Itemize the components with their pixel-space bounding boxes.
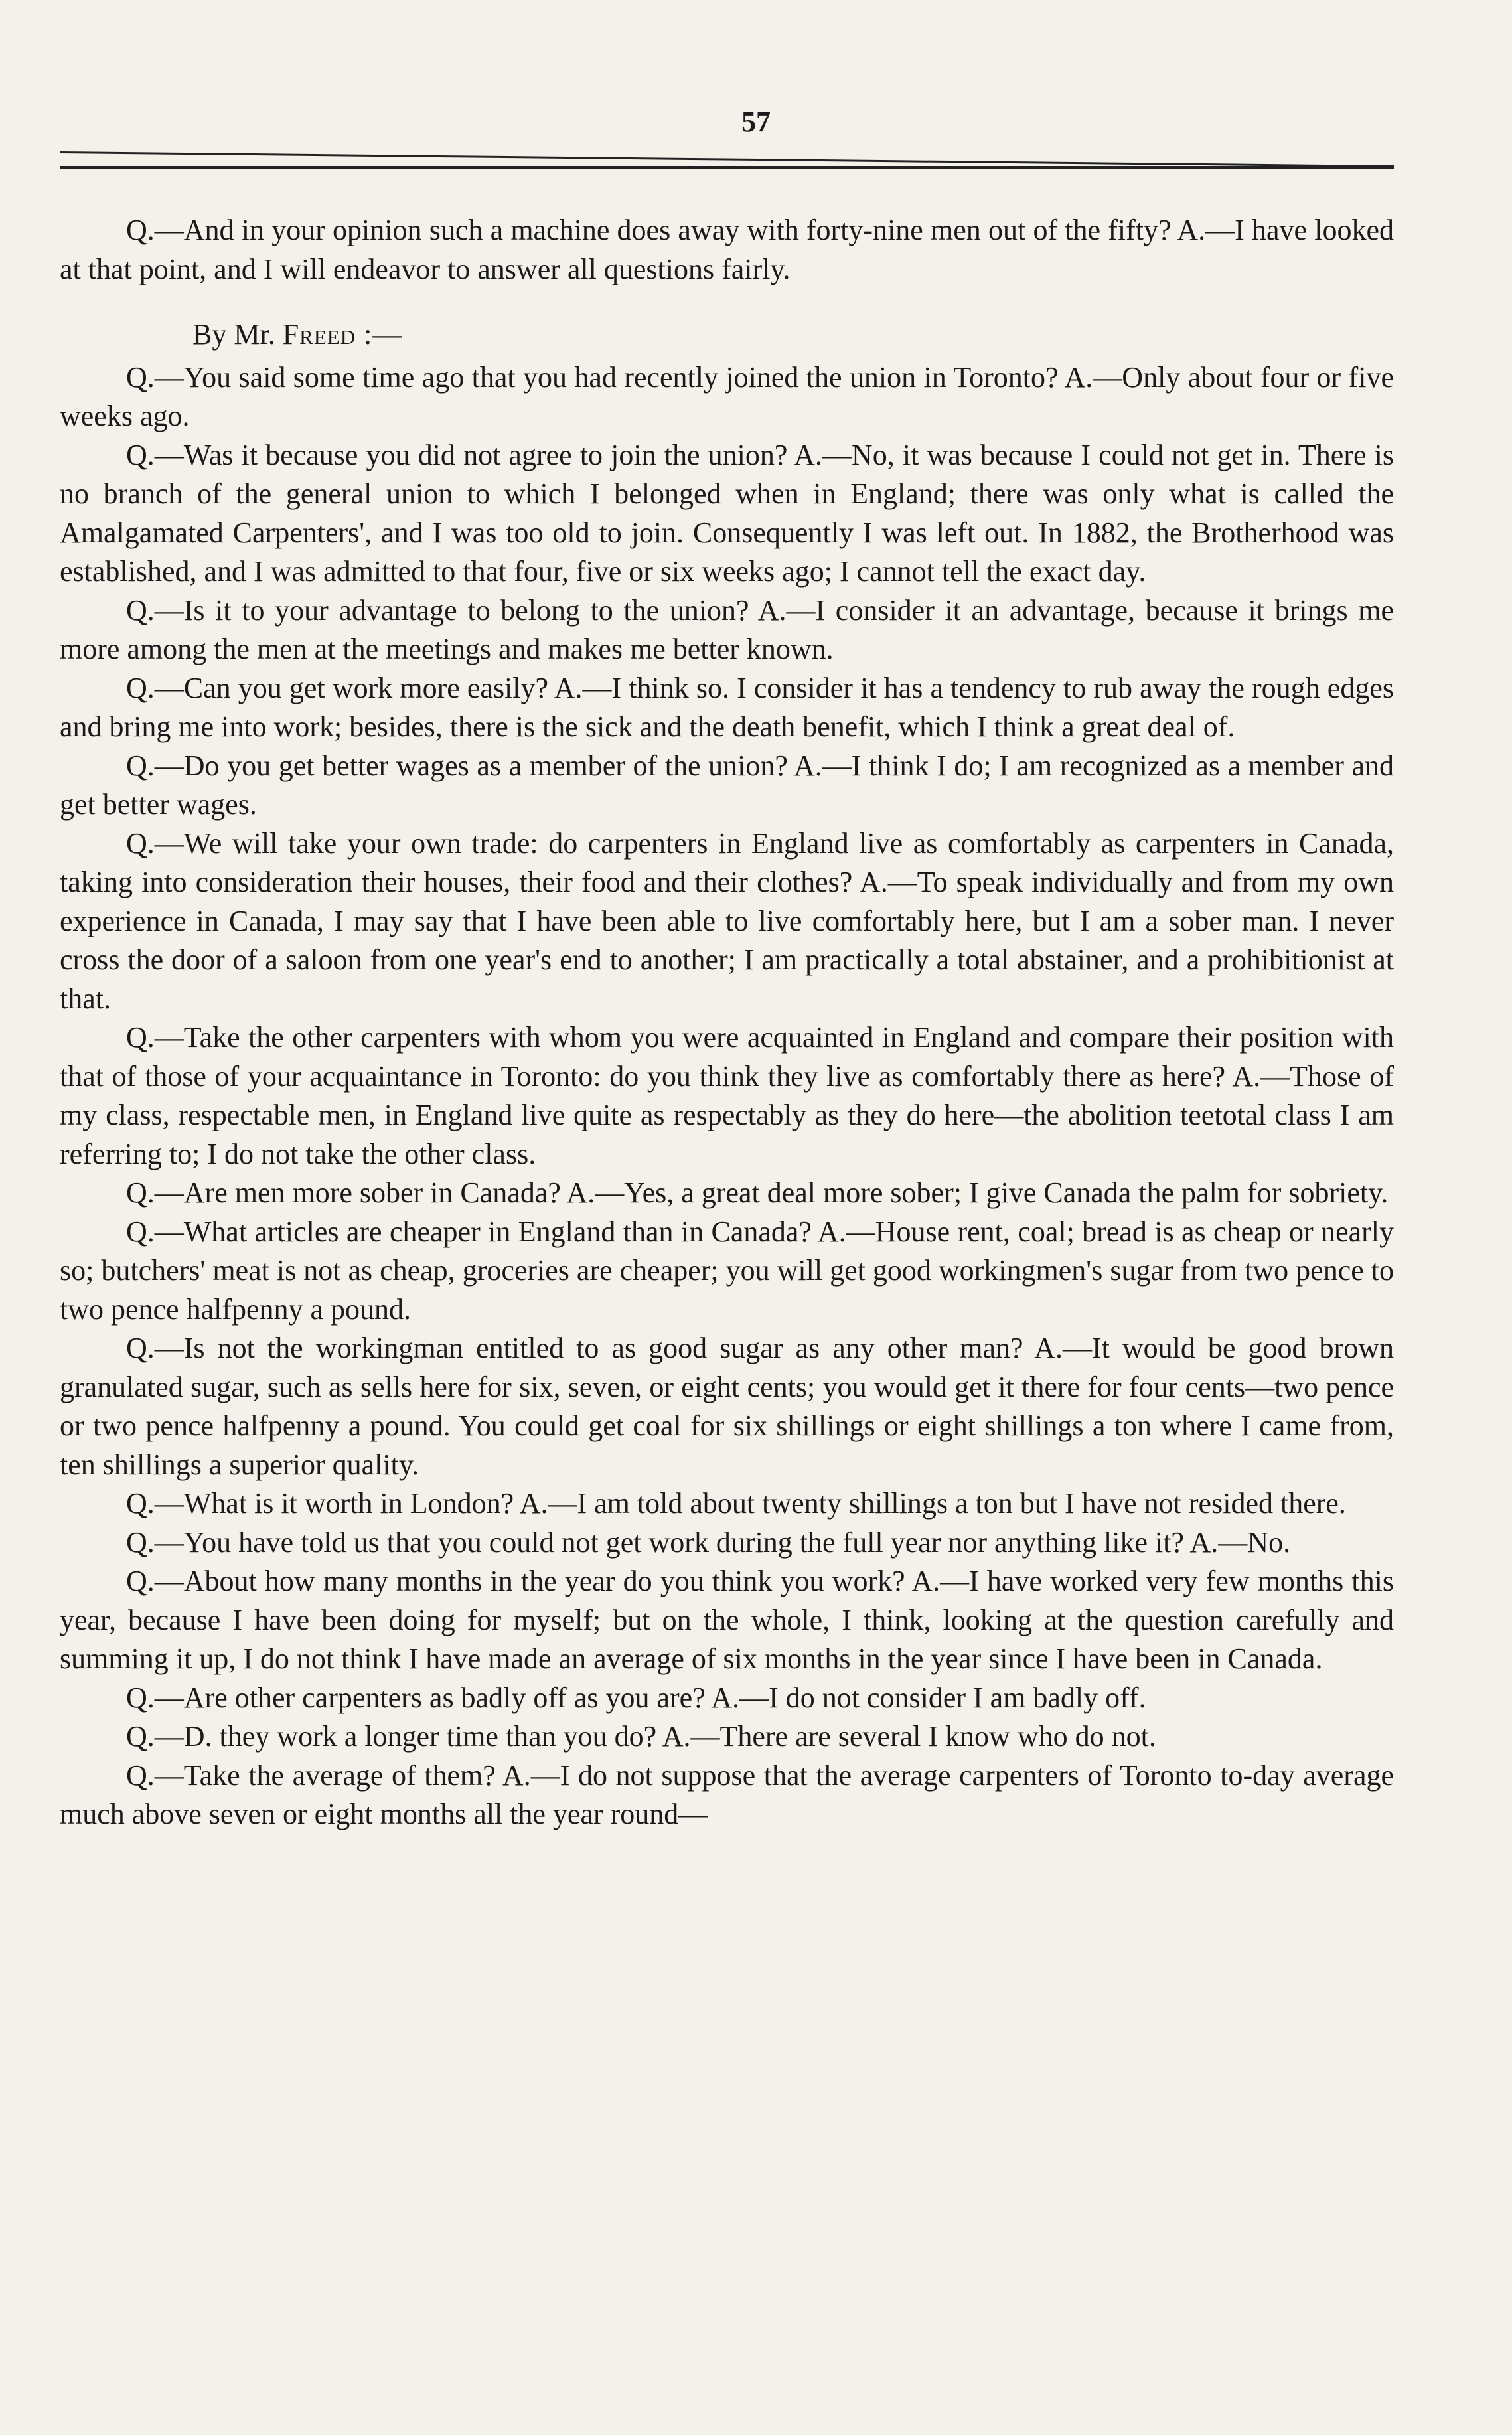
section-heading	[60, 315, 1394, 354]
paragraph-8: Q.—Take the other carpenters with whom you were acquainted in England and compare their position with that of those of your acquaintance in Toronto: do you think they live as comfortably there as here? A.—Those of my class, respectable men, in England live quite as respectably as they do here—the abolition teetotal class I am referring to; I do not take the other class.	[60, 1021, 1394, 1170]
paragraph-5: Q.—Can you get work more easily? A.—I think so. I consider it has a tendency to rub away the rough edges and bring me into work; besides, there is the sick and the death benefit, which I think a great deal of.	[60, 671, 1394, 743]
page-number: 57	[741, 106, 771, 138]
paragraph-16: Q.—D. they work a longer time than you do? A.—There are several I know who do not.	[126, 1720, 1156, 1753]
paragraph-12: Q.—What is it worth in London? A.—I am told about twenty shillings a ton but I have not resided there.	[126, 1487, 1346, 1520]
paragraph-4: Q.—Is it to your advantage to belong to the union? A.—I consider it an advantage, because it brings me more among the men at the meetings and makes me better known.	[60, 593, 1394, 665]
paragraph-17: Q.—Take the average of them? A.—I do not suppose that the average carpenters of Toronto to-day average much above seven or eight months all the year round—	[60, 1759, 1394, 1830]
paragraph-11: Q.—Is not the workingman entitled to as good sugar as any other man? A.—It would be good brown granulated sugar, such as sells here for six, seven, or eight cents; you would get it there for four cents—two pence or two pence halfpenny a pound. You could get coal for six shillings or eight shillings a ton where I came from, ten shillings a superior quality.	[60, 1332, 1394, 1481]
paragraph-9: Q.—Are men more sober in Canada? A.—Yes, a great deal more sober; I give Canada the palm for sobriety.	[126, 1176, 1389, 1209]
paragraph-2: Q.—You said some time ago that you had recently joined the union in Toronto? A.—Only about four or five weeks ago.	[60, 360, 1394, 432]
paragraph-15: Q.—Are other carpenters as badly off as you are? A.—I do not consider I am badly off.	[126, 1681, 1146, 1714]
paragraph-3: Q.—Was it because you did not agree to join the union? A.—No, it was because I could not get in. There is no branch of the general union to which I belonged when in England; there was only what is called the Amalgamated Carpenters', and I was too old to join. Consequently I was left out. In 1882, the Brotherhood was established, and I was admitted to that four, five or six weeks ago; I cannot tell the exact day.	[60, 438, 1394, 588]
paragraph-6: Q.—Do you get better wages as a member of the union? A.—I think I do; I am recognized as a member and get better wages.	[60, 749, 1394, 821]
paragraph-7: Q.—We will take your own trade: do carpenters in England live as comfortably as carpenters in Canada, taking into consideration their houses, their food and their clothes? A.—To speak individually and from my own experience in Canada, I may say that I have been able to live comfortably here, but I am a sober man. I never cross the door of a saloon from one year's end to another; I am practically a total abstainer, and a prohibitionist at that.	[60, 826, 1394, 1015]
header-rule-upper	[60, 151, 1394, 167]
paragraph-14: Q.—About how many months in the year do you think you work? A.—I have worked very few months this year, because I have been doing for myself; but on the whole, I think, looking at the question carefully and summing it up, I do not think I have made an average of six months in the year since I have been in Canada.	[60, 1565, 1394, 1675]
paragraph-10: Q.—What articles are cheaper in England than in Canada? A.—House rent, coal; bread is as cheap or nearly so; butchers' meat is not as cheap, groceries are cheaper; you will get good workingmen's sugar from two pence to two pence halfpenny a pound.	[60, 1215, 1394, 1326]
header-rule-lower	[60, 166, 1394, 169]
paragraph-1: Q.—And in your opinion such a machine does away with forty-nine men out of the fifty? A.—I have looked at that point, and I will endeavor to answer all questions fairly.	[60, 214, 1394, 285]
heading-prefix: By Mr.	[192, 318, 275, 351]
page-body	[60, 211, 1394, 1834]
paragraph-13: Q.—You have told us that you could not get work during the full year nor anything like it? A.—No.	[126, 1526, 1291, 1559]
heading-name: Freed :—	[282, 318, 403, 351]
